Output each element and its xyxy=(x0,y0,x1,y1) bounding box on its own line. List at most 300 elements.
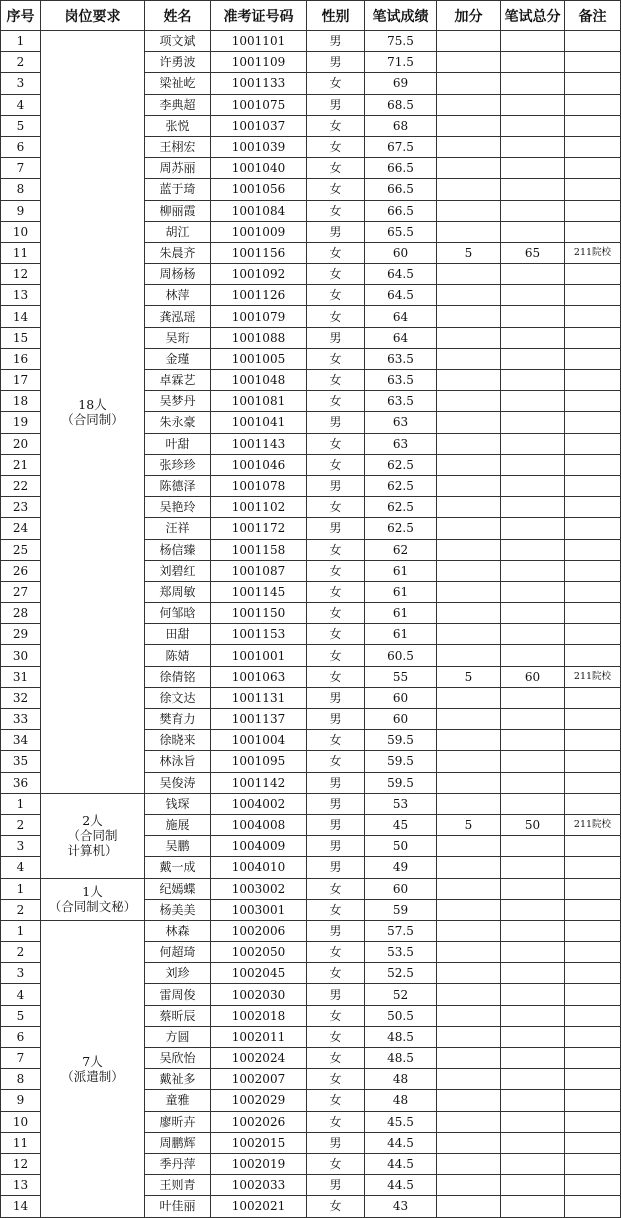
exam-id-cell: 1001063 xyxy=(211,666,307,687)
bonus-cell xyxy=(437,136,501,157)
name-cell: 许勇波 xyxy=(145,52,211,73)
exam-id-cell: 1002007 xyxy=(211,1069,307,1090)
serial-no-cell: 11 xyxy=(1,242,41,263)
written-score-cell: 50.5 xyxy=(365,1005,437,1026)
written-total-cell xyxy=(501,899,565,920)
written-total-cell xyxy=(501,624,565,645)
note-cell xyxy=(565,984,621,1005)
name-cell: 王则青 xyxy=(145,1175,211,1196)
written-score-cell: 66.5 xyxy=(365,200,437,221)
bonus-cell xyxy=(437,306,501,327)
written-total-cell: 60 xyxy=(501,666,565,687)
exam-id-cell: 1001037 xyxy=(211,115,307,136)
exam-id-cell: 1001078 xyxy=(211,475,307,496)
serial-no-cell: 1 xyxy=(1,878,41,899)
written-score-cell: 44.5 xyxy=(365,1153,437,1174)
gender-cell: 女 xyxy=(307,1196,365,1217)
written-score-cell: 45 xyxy=(365,814,437,835)
name-cell: 吴珩 xyxy=(145,327,211,348)
written-total-cell xyxy=(501,370,565,391)
gender-cell: 女 xyxy=(307,136,365,157)
name-cell: 周杨杨 xyxy=(145,264,211,285)
exam-id-cell: 1001039 xyxy=(211,136,307,157)
written-total-cell: 65 xyxy=(501,242,565,263)
name-cell: 陈德泽 xyxy=(145,475,211,496)
gender-cell: 女 xyxy=(307,624,365,645)
written-score-cell: 65.5 xyxy=(365,221,437,242)
bonus-cell xyxy=(437,624,501,645)
written-total-cell xyxy=(501,963,565,984)
note-cell xyxy=(565,454,621,475)
written-total-cell xyxy=(501,1175,565,1196)
gender-cell: 女 xyxy=(307,306,365,327)
exam-id-cell: 1001150 xyxy=(211,603,307,624)
written-score-cell: 62 xyxy=(365,539,437,560)
bonus-cell xyxy=(437,963,501,984)
name-cell: 王栩宏 xyxy=(145,136,211,157)
name-cell: 戴祉多 xyxy=(145,1069,211,1090)
bonus-cell xyxy=(437,518,501,539)
written-score-cell: 48.5 xyxy=(365,1026,437,1047)
serial-no-cell: 9 xyxy=(1,200,41,221)
serial-no-cell: 2 xyxy=(1,899,41,920)
note-cell xyxy=(565,772,621,793)
name-cell: 林萍 xyxy=(145,285,211,306)
written-score-cell: 60 xyxy=(365,242,437,263)
note-cell xyxy=(565,1069,621,1090)
note-cell xyxy=(565,31,621,52)
serial-no-cell: 19 xyxy=(1,412,41,433)
note-cell xyxy=(565,942,621,963)
serial-no-cell: 22 xyxy=(1,475,41,496)
bonus-cell xyxy=(437,772,501,793)
serial-no-cell: 6 xyxy=(1,1026,41,1047)
bonus-cell: 5 xyxy=(437,666,501,687)
header-name: 姓名 xyxy=(145,1,211,31)
serial-no-cell: 26 xyxy=(1,560,41,581)
serial-no-cell: 3 xyxy=(1,963,41,984)
name-cell: 周苏丽 xyxy=(145,158,211,179)
written-total-cell xyxy=(501,772,565,793)
serial-no-cell: 24 xyxy=(1,518,41,539)
serial-no-cell: 5 xyxy=(1,115,41,136)
exam-id-cell: 1001095 xyxy=(211,751,307,772)
bonus-cell xyxy=(437,200,501,221)
gender-cell: 男 xyxy=(307,836,365,857)
serial-no-cell: 5 xyxy=(1,1005,41,1026)
written-score-cell: 61 xyxy=(365,581,437,602)
written-total-cell xyxy=(501,1026,565,1047)
bonus-cell xyxy=(437,645,501,666)
name-cell: 林泳旨 xyxy=(145,751,211,772)
name-cell: 汪祥 xyxy=(145,518,211,539)
written-total-cell xyxy=(501,136,565,157)
note-cell: 211院校 xyxy=(565,242,621,263)
name-cell: 金瑾 xyxy=(145,348,211,369)
gender-cell: 男 xyxy=(307,772,365,793)
exam-id-cell: 1001092 xyxy=(211,264,307,285)
name-cell: 杨美美 xyxy=(145,899,211,920)
serial-no-cell: 16 xyxy=(1,348,41,369)
gender-cell: 女 xyxy=(307,751,365,772)
gender-cell: 女 xyxy=(307,1111,365,1132)
exam-id-cell: 1001142 xyxy=(211,772,307,793)
name-cell: 廖昕卉 xyxy=(145,1111,211,1132)
serial-no-cell: 14 xyxy=(1,306,41,327)
table-row xyxy=(1,31,621,52)
bonus-cell xyxy=(437,1111,501,1132)
gender-cell: 女 xyxy=(307,242,365,263)
written-score-cell: 44.5 xyxy=(365,1132,437,1153)
gender-cell: 男 xyxy=(307,31,365,52)
name-cell: 杨信臻 xyxy=(145,539,211,560)
serial-no-cell: 21 xyxy=(1,454,41,475)
name-cell: 田甜 xyxy=(145,624,211,645)
written-total-cell xyxy=(501,1196,565,1217)
exam-id-cell: 1002006 xyxy=(211,920,307,941)
name-cell: 周鹏辉 xyxy=(145,1132,211,1153)
written-total-cell xyxy=(501,1132,565,1153)
serial-no-cell: 10 xyxy=(1,1111,41,1132)
written-score-cell: 55 xyxy=(365,666,437,687)
bonus-cell xyxy=(437,475,501,496)
bonus-cell xyxy=(437,581,501,602)
written-total-cell xyxy=(501,1090,565,1111)
note-cell xyxy=(565,709,621,730)
note-cell xyxy=(565,793,621,814)
bonus-cell xyxy=(437,497,501,518)
exam-id-cell: 1002026 xyxy=(211,1111,307,1132)
serial-no-cell: 20 xyxy=(1,433,41,454)
written-score-cell: 64.5 xyxy=(365,264,437,285)
position-requirement-cell: 2人 （合同制 计算机） xyxy=(41,793,145,878)
note-cell xyxy=(565,1005,621,1026)
exam-id-cell: 1001001 xyxy=(211,645,307,666)
name-cell: 张悦 xyxy=(145,115,211,136)
note-cell xyxy=(565,1132,621,1153)
bonus-cell xyxy=(437,73,501,94)
written-score-cell: 64 xyxy=(365,327,437,348)
written-total-cell xyxy=(501,179,565,200)
name-cell: 吴欣怡 xyxy=(145,1048,211,1069)
written-total-cell xyxy=(501,751,565,772)
exam-id-cell: 1002024 xyxy=(211,1048,307,1069)
bonus-cell xyxy=(437,52,501,73)
header-written-total: 笔试总分 xyxy=(501,1,565,31)
name-cell: 方圆 xyxy=(145,1026,211,1047)
name-cell: 卓霖艺 xyxy=(145,370,211,391)
name-cell: 吴艳玲 xyxy=(145,497,211,518)
name-cell: 纪嫣蝶 xyxy=(145,878,211,899)
name-cell: 陈婧 xyxy=(145,645,211,666)
gender-cell: 女 xyxy=(307,73,365,94)
written-total-cell xyxy=(501,264,565,285)
written-score-cell: 61 xyxy=(365,603,437,624)
gender-cell: 女 xyxy=(307,899,365,920)
bonus-cell xyxy=(437,857,501,878)
serial-no-cell: 35 xyxy=(1,751,41,772)
note-cell xyxy=(565,73,621,94)
note-cell xyxy=(565,1153,621,1174)
name-cell: 梁祉屹 xyxy=(145,73,211,94)
name-cell: 施展 xyxy=(145,814,211,835)
written-total-cell xyxy=(501,285,565,306)
serial-no-cell: 1 xyxy=(1,793,41,814)
written-score-cell: 59.5 xyxy=(365,730,437,751)
written-score-cell: 60.5 xyxy=(365,645,437,666)
header-gender: 性别 xyxy=(307,1,365,31)
exam-id-cell: 1001040 xyxy=(211,158,307,179)
written-score-cell: 45.5 xyxy=(365,1111,437,1132)
bonus-cell xyxy=(437,687,501,708)
position-requirement-cell: 7人 （派遣制） xyxy=(41,920,145,1217)
written-score-cell: 63.5 xyxy=(365,391,437,412)
serial-no-cell: 10 xyxy=(1,221,41,242)
exam-id-cell: 1001009 xyxy=(211,221,307,242)
header-bonus: 加分 xyxy=(437,1,501,31)
bonus-cell xyxy=(437,984,501,1005)
exam-id-cell: 1001075 xyxy=(211,94,307,115)
written-total-cell xyxy=(501,560,565,581)
gender-cell: 女 xyxy=(307,370,365,391)
gender-cell: 女 xyxy=(307,264,365,285)
bonus-cell: 5 xyxy=(437,814,501,835)
written-total-cell xyxy=(501,687,565,708)
serial-no-cell: 1 xyxy=(1,31,41,52)
gender-cell: 女 xyxy=(307,285,365,306)
gender-cell: 女 xyxy=(307,433,365,454)
gender-cell: 女 xyxy=(307,1048,365,1069)
exam-id-cell: 1003002 xyxy=(211,878,307,899)
bonus-cell xyxy=(437,920,501,941)
gender-cell: 女 xyxy=(307,603,365,624)
gender-cell: 男 xyxy=(307,412,365,433)
written-score-cell: 48 xyxy=(365,1069,437,1090)
exam-id-cell: 1002019 xyxy=(211,1153,307,1174)
written-total-cell xyxy=(501,31,565,52)
written-total-cell xyxy=(501,857,565,878)
written-total-cell xyxy=(501,539,565,560)
note-cell xyxy=(565,560,621,581)
bonus-cell xyxy=(437,1005,501,1026)
note-cell xyxy=(565,899,621,920)
note-cell xyxy=(565,200,621,221)
written-score-cell: 60 xyxy=(365,709,437,730)
name-cell: 童雅 xyxy=(145,1090,211,1111)
gender-cell: 女 xyxy=(307,942,365,963)
gender-cell: 男 xyxy=(307,687,365,708)
serial-no-cell: 13 xyxy=(1,285,41,306)
name-cell: 张珍珍 xyxy=(145,454,211,475)
written-score-cell: 64.5 xyxy=(365,285,437,306)
written-score-cell: 59 xyxy=(365,899,437,920)
note-cell xyxy=(565,1048,621,1069)
bonus-cell xyxy=(437,31,501,52)
serial-no-cell: 7 xyxy=(1,158,41,179)
gender-cell: 男 xyxy=(307,709,365,730)
written-total-cell xyxy=(501,497,565,518)
note-cell xyxy=(565,518,621,539)
note-cell xyxy=(565,603,621,624)
table-row xyxy=(1,793,621,814)
gender-cell: 男 xyxy=(307,94,365,115)
note-cell xyxy=(565,1175,621,1196)
exam-id-cell: 1004010 xyxy=(211,857,307,878)
bonus-cell xyxy=(437,709,501,730)
note-cell: 211院校 xyxy=(565,814,621,835)
name-cell: 朱晨齐 xyxy=(145,242,211,263)
name-cell: 刘碧红 xyxy=(145,560,211,581)
gender-cell: 女 xyxy=(307,878,365,899)
written-score-cell: 48.5 xyxy=(365,1048,437,1069)
written-score-cell: 63 xyxy=(365,412,437,433)
name-cell: 刘珍 xyxy=(145,963,211,984)
note-cell xyxy=(565,433,621,454)
gender-cell: 男 xyxy=(307,52,365,73)
note-cell xyxy=(565,1111,621,1132)
exam-id-cell: 1002045 xyxy=(211,963,307,984)
note-cell xyxy=(565,179,621,200)
name-cell: 何邹晗 xyxy=(145,603,211,624)
bonus-cell xyxy=(437,560,501,581)
serial-no-cell: 31 xyxy=(1,666,41,687)
exam-id-cell: 1002018 xyxy=(211,1005,307,1026)
gender-cell: 女 xyxy=(307,1069,365,1090)
gender-cell: 男 xyxy=(307,221,365,242)
exam-id-cell: 1001087 xyxy=(211,560,307,581)
name-cell: 徐晓来 xyxy=(145,730,211,751)
gender-cell: 女 xyxy=(307,560,365,581)
note-cell xyxy=(565,327,621,348)
name-cell: 柳丽霞 xyxy=(145,200,211,221)
exam-id-cell: 1001048 xyxy=(211,370,307,391)
exam-id-cell: 1004009 xyxy=(211,836,307,857)
table-body xyxy=(1,31,621,1218)
written-score-cell: 61 xyxy=(365,560,437,581)
written-total-cell xyxy=(501,94,565,115)
note-cell xyxy=(565,475,621,496)
serial-no-cell: 27 xyxy=(1,581,41,602)
written-score-cell: 66.5 xyxy=(365,158,437,179)
bonus-cell xyxy=(437,1175,501,1196)
exam-id-cell: 1001153 xyxy=(211,624,307,645)
exam-id-cell: 1002030 xyxy=(211,984,307,1005)
serial-no-cell: 1 xyxy=(1,920,41,941)
name-cell: 蓝于琦 xyxy=(145,179,211,200)
serial-no-cell: 33 xyxy=(1,709,41,730)
written-total-cell xyxy=(501,475,565,496)
gender-cell: 女 xyxy=(307,539,365,560)
serial-no-cell: 13 xyxy=(1,1175,41,1196)
gender-cell: 女 xyxy=(307,666,365,687)
exam-id-cell: 1001131 xyxy=(211,687,307,708)
written-score-cell: 63 xyxy=(365,433,437,454)
name-cell: 吴梦丹 xyxy=(145,391,211,412)
gender-cell: 男 xyxy=(307,327,365,348)
name-cell: 徐倩铭 xyxy=(145,666,211,687)
note-cell xyxy=(565,115,621,136)
serial-no-cell: 4 xyxy=(1,94,41,115)
written-score-cell: 59.5 xyxy=(365,772,437,793)
written-total-cell xyxy=(501,115,565,136)
written-score-cell: 63.5 xyxy=(365,348,437,369)
written-total-cell xyxy=(501,518,565,539)
note-cell xyxy=(565,581,621,602)
written-total-cell xyxy=(501,1111,565,1132)
name-cell: 季丹萍 xyxy=(145,1153,211,1174)
serial-no-cell: 12 xyxy=(1,264,41,285)
name-cell: 李典超 xyxy=(145,94,211,115)
written-score-cell: 48 xyxy=(365,1090,437,1111)
position-requirement-cell: 1人 （合同制文秘） xyxy=(41,878,145,920)
name-cell: 朱永豪 xyxy=(145,412,211,433)
gender-cell: 女 xyxy=(307,179,365,200)
bonus-cell xyxy=(437,179,501,200)
note-cell xyxy=(565,1196,621,1217)
note-cell xyxy=(565,136,621,157)
bonus-cell xyxy=(437,433,501,454)
bonus-cell xyxy=(437,836,501,857)
bonus-cell xyxy=(437,285,501,306)
serial-no-cell: 4 xyxy=(1,857,41,878)
written-score-cell: 52 xyxy=(365,984,437,1005)
serial-no-cell: 3 xyxy=(1,73,41,94)
gender-cell: 女 xyxy=(307,115,365,136)
note-cell xyxy=(565,539,621,560)
bonus-cell xyxy=(437,1090,501,1111)
written-total-cell xyxy=(501,433,565,454)
name-cell: 钱琛 xyxy=(145,793,211,814)
header-position-requirement: 岗位要求 xyxy=(41,1,145,31)
exam-id-cell: 1001143 xyxy=(211,433,307,454)
bonus-cell xyxy=(437,1069,501,1090)
bonus-cell xyxy=(437,1048,501,1069)
note-cell xyxy=(565,412,621,433)
exam-id-cell: 1003001 xyxy=(211,899,307,920)
gender-cell: 女 xyxy=(307,581,365,602)
written-total-cell: 50 xyxy=(501,814,565,835)
bonus-cell xyxy=(437,370,501,391)
note-cell xyxy=(565,497,621,518)
written-total-cell xyxy=(501,327,565,348)
written-total-cell xyxy=(501,454,565,475)
header-exam-id: 准考证号码 xyxy=(211,1,307,31)
written-total-cell xyxy=(501,709,565,730)
serial-no-cell: 8 xyxy=(1,1069,41,1090)
note-cell xyxy=(565,285,621,306)
exam-id-cell: 1001079 xyxy=(211,306,307,327)
note-cell xyxy=(565,52,621,73)
written-total-cell xyxy=(501,878,565,899)
serial-no-cell: 17 xyxy=(1,370,41,391)
name-cell: 樊育力 xyxy=(145,709,211,730)
serial-no-cell: 2 xyxy=(1,814,41,835)
name-cell: 胡江 xyxy=(145,221,211,242)
exam-id-cell: 1001156 xyxy=(211,242,307,263)
note-cell xyxy=(565,963,621,984)
written-total-cell xyxy=(501,1069,565,1090)
written-total-cell xyxy=(501,942,565,963)
name-cell: 叶佳丽 xyxy=(145,1196,211,1217)
exam-id-cell: 1001041 xyxy=(211,412,307,433)
bonus-cell xyxy=(437,94,501,115)
name-cell: 项文斌 xyxy=(145,31,211,52)
exam-id-cell: 1004002 xyxy=(211,793,307,814)
written-score-cell: 68 xyxy=(365,115,437,136)
serial-no-cell: 30 xyxy=(1,645,41,666)
written-score-cell: 63.5 xyxy=(365,370,437,391)
serial-no-cell: 15 xyxy=(1,327,41,348)
